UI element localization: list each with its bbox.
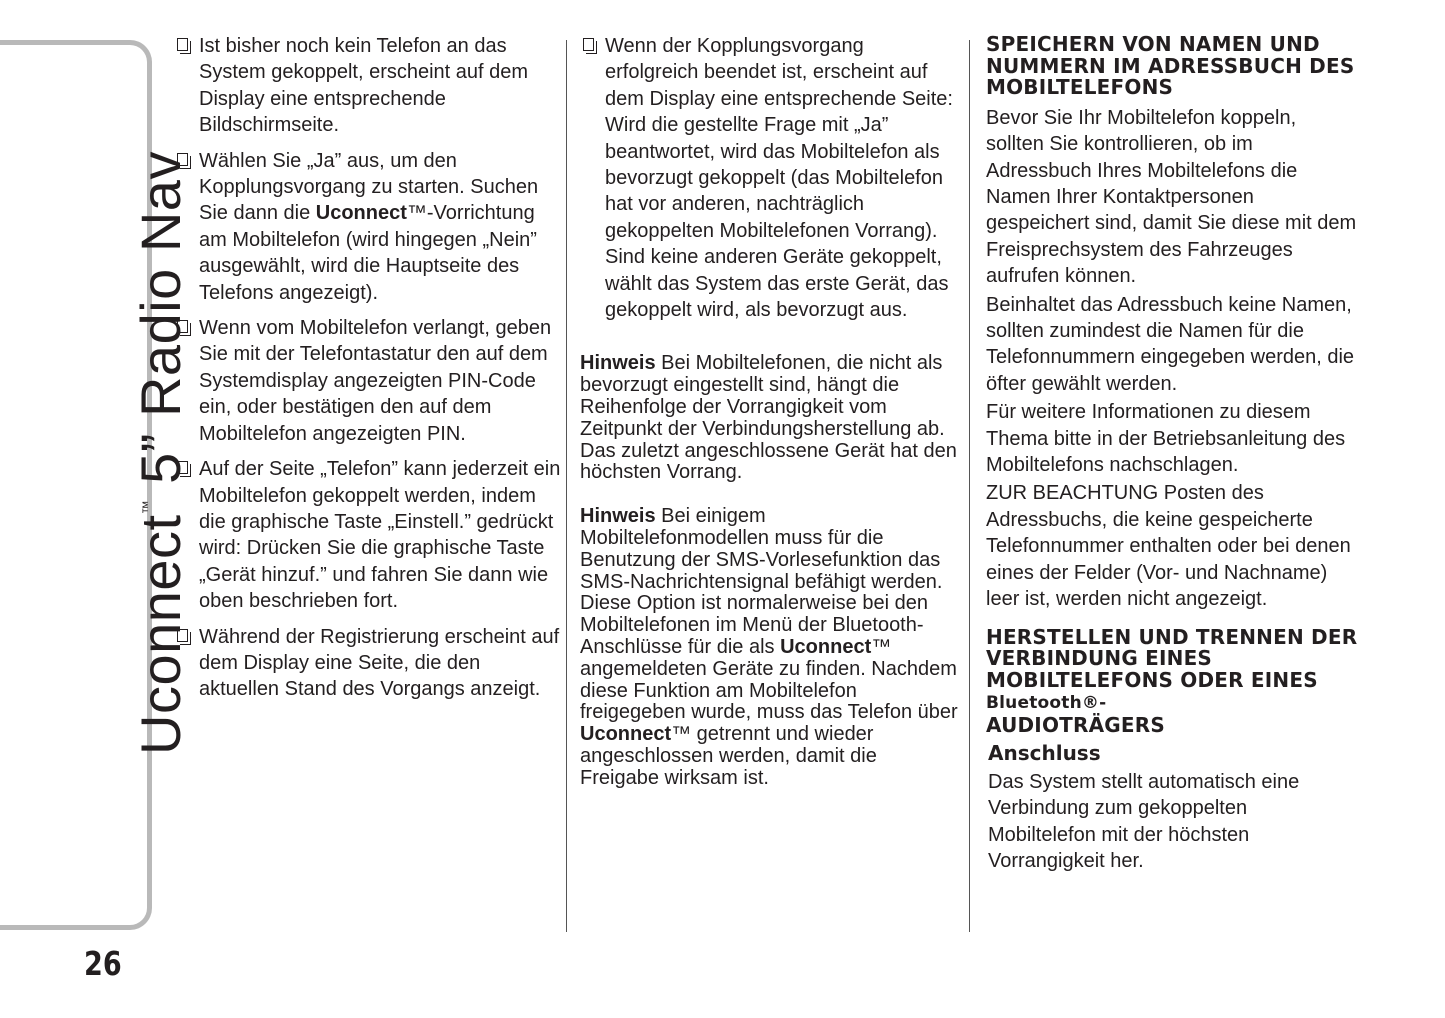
checkbox-bullet-icon <box>177 153 188 166</box>
note-paragraph: Hinweis Bei Mobiltelefonen, die nicht als bevorzugt eingestellt sind, hängt die Reihenfolge der Vorrangigkeit vom Zeitpunkt der Verbindungsherstellung ab. Das zuletzt angeschlossene Gerät hat den höchsten Vorrang. <box>580 352 957 484</box>
list-item: Während der Registrierung erscheint auf dem Display eine Seite, die den aktuellen Stand des Vorgangs anzeigt. <box>174 624 564 703</box>
checkbox-bullet-icon <box>583 38 594 51</box>
section-heading: SPEICHERN VON NAMEN UND NUMMERN IM ADRESSBUCH DES MOBILTELEFONS <box>986 32 1355 100</box>
list-item: Ist bisher noch kein Telefon an das System gekoppelt, erscheint auf dem Display eine entsprechende Bildschirmseite. <box>174 33 564 139</box>
note-paragraph: Hinweis Bei einigem Mobiltelefonmodellen muss für die Benutzung der SMS-Vorlesefunktion das SMS-Nachrichtensignal befähigt werden. Diese Option ist normalerweise bei den Mobiltelefonen im Menü der Bluetooth-Anschlüsse für die als Uconnect™ angemeldeten Geräte zu finden. Nachdem diese Funktion am Mobiltelefon freigegeben wurde, muss das Telefon über Uconnect™ getrennt und wieder angeschlossen werden, damit die Freigabe wirksam ist. <box>580 505 958 789</box>
checkbox-bullet-icon <box>177 320 188 333</box>
list-item: Wählen Sie „Ja” aus, um den Kopplungsvorgang zu starten. Suchen Sie dann die Uconnect™-Vorrichtung am Mobiltelefon (wird hingegen „Nein” ausgewählt, wird die Hauptseite des Telefons angezeigt). <box>174 148 564 306</box>
paragraph: Beinhaltet das Adressbuch keine Namen, sollten zumindest die Namen für die Telefonnummern eingegeben werden, die öfter gewählt werden. <box>986 293 1355 395</box>
text-column-1 <box>174 33 564 712</box>
section-side-title: Uconnect™ 5” Radio Nav <box>129 151 192 755</box>
paragraph: Das System stellt automatisch eine Verbindung zum gekoppelten Mobiltelefon mit der höchsten Vorrangigkeit her. <box>988 770 1300 873</box>
text-column-2 <box>580 33 958 790</box>
page-number: 26 <box>84 944 122 983</box>
list-item: Auf der Seite „Telefon” kann jederzeit ein Mobiltelefon gekoppelt werden, indem die graphische Taste „Einstell.” gedrückt wird: Drücken Sie die graphische Taste „Gerät hinzuf.” und fahren Sie dann wie oben beschrieben fort. <box>174 456 564 614</box>
text-column-3 <box>986 34 1358 877</box>
paragraph: ZUR BEACHTUNG Posten des Adressbuchs, die keine gespeicherte Telefonnummer enthalten oder bei denen eines der Felder (Vor- und Nachname) leer ist, werden nicht angezeigt. <box>986 482 1351 611</box>
checkbox-bullet-icon <box>177 461 188 474</box>
sub-heading: Anschluss <box>988 741 1101 766</box>
paragraph: Für weitere Informationen zu diesem Thema bitte in der Betriebsanleitung des Mobiltelefons nachschlagen. <box>986 401 1346 477</box>
paragraph: Bevor Sie Ihr Mobiltelefon koppeln, sollten Sie kontrollieren, ob im Adressbuch Ihres Mobiltelefons die Namen Ihrer Kontaktpersonen gespeichert sind, damit Sie diese mit dem Freisprechsystem des Fahrzeuges aufrufen können. <box>986 106 1357 288</box>
section-heading: HERSTELLEN UND TRENNEN DER VERBINDUNG EINES MOBILTELEFONS ODER EINES Bluetooth®- AUDIOTRÄGERS <box>986 624 1358 737</box>
checkbox-bullet-icon <box>177 629 188 642</box>
column-divider <box>969 40 970 932</box>
checkbox-bullet-icon <box>177 38 188 51</box>
list-item: Wenn vom Mobiltelefon verlangt, geben Sie mit der Telefontastatur den auf dem Systemdisplay angezeigten PIN-Code ein, oder bestätigen den auf dem Mobiltelefon angezeigten PIN. <box>174 315 564 447</box>
list-item: Wenn der Kopplungsvorgang erfolgreich beendet ist, erscheint auf dem Display eine entsprechende Seite: Wird die gestellte Frage mit „Ja” beantwortet, wird das Mobiltelefon als bevorzugt gekoppelt (das Mobiltelefon hat vor anderen, nachträglich gekoppelten Mobiltelefonen Vorrang). Sind keine anderen Geräte gekoppelt, wählt das System das erste Gerät, das gekoppelt wird, als bevorzugt aus. <box>580 33 958 323</box>
column-divider <box>566 40 567 932</box>
